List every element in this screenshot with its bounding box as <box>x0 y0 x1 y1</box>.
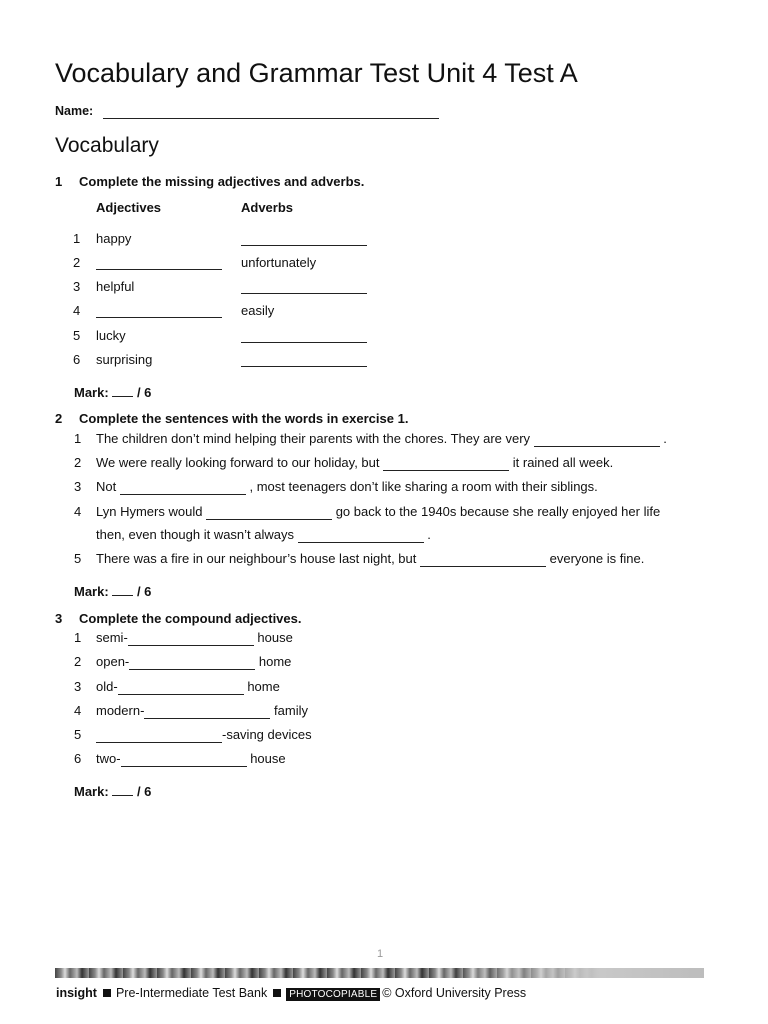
adverb-blank[interactable] <box>241 329 367 343</box>
text-before-blank: We were really looking forward to our holiday, but <box>96 455 380 470</box>
text-after-blank: . <box>663 431 667 446</box>
mark-blank[interactable] <box>112 783 133 796</box>
text-before-blank: There was a fire in our neighbour’s house last night, but <box>96 551 417 566</box>
item-number: 3 <box>74 479 82 494</box>
answer-blank[interactable] <box>128 632 254 646</box>
text-before-blank: modern- <box>96 703 145 718</box>
exercise-3-heading <box>55 611 302 626</box>
answer-blank[interactable] <box>298 529 424 543</box>
mark-label: Mark: <box>74 385 109 400</box>
name-row <box>55 104 439 119</box>
item-number: 4 <box>73 303 81 318</box>
exercise-2-heading <box>55 411 408 426</box>
text-before-blank: two- <box>96 751 121 766</box>
answer-blank[interactable] <box>121 753 247 767</box>
exercise-1-mark <box>74 384 151 400</box>
item-number: 6 <box>73 352 81 367</box>
mark-blank[interactable] <box>112 583 133 596</box>
item-text <box>96 479 598 495</box>
answer-blank[interactable] <box>96 729 222 743</box>
mark-label: Mark: <box>74 784 109 799</box>
item-text <box>96 751 286 767</box>
item-number: 2 <box>73 255 81 270</box>
answer-blank[interactable] <box>383 457 509 471</box>
mark-label: Mark: <box>74 584 109 599</box>
text-before-blank: open- <box>96 654 130 669</box>
item-number: 1 <box>73 231 81 246</box>
item-text <box>96 527 431 543</box>
exercise-3-instruction: Complete the compound adjectives. <box>79 611 302 626</box>
text-before-blank: Not <box>96 479 117 494</box>
adjective-word: helpful <box>96 279 135 294</box>
item-number: 5 <box>74 727 82 742</box>
answer-blank[interactable] <box>144 705 270 719</box>
brand-logo: insight <box>56 986 97 1000</box>
adverb-blank[interactable] <box>241 353 367 367</box>
answer-blank[interactable] <box>120 481 246 495</box>
footer-photo-strip <box>55 968 704 978</box>
exercise-2-instruction: Complete the sentences with the words in exercise 1. <box>79 411 409 426</box>
mark-total: / 6 <box>136 584 152 599</box>
name-label: Name: <box>55 104 94 118</box>
adverb-blank[interactable] <box>241 280 367 294</box>
footer <box>56 986 526 1001</box>
exercise-3-number: 3 <box>55 611 63 626</box>
adjective-word: surprising <box>96 352 153 367</box>
mark-total: / 6 <box>136 784 152 799</box>
item-text <box>96 504 660 520</box>
exercise-1-number: 1 <box>55 174 63 189</box>
footer-copyright: © Oxford University Press <box>382 986 527 1000</box>
item-text <box>96 703 308 719</box>
test-title: Vocabulary and Grammar Test Unit 4 Test A <box>55 58 578 88</box>
photocopiable-badge: PHOTOCOPIABLE <box>286 988 380 1001</box>
name-field[interactable] <box>103 105 439 119</box>
answer-blank[interactable] <box>118 681 244 695</box>
text-after-blank: home <box>258 654 292 669</box>
answer-blank[interactable] <box>420 553 546 567</box>
item-text <box>96 630 293 646</box>
text-after-blank: , most teenagers don’t like sharing a room with their siblings. <box>249 479 598 494</box>
column-header-adjectives: Adjectives <box>96 200 162 215</box>
exercise-3-mark <box>74 783 151 799</box>
text-after-blank: family <box>274 703 308 718</box>
page-number: 1 <box>376 948 384 960</box>
item-number: 4 <box>74 703 82 718</box>
item-text <box>96 654 291 670</box>
adverb-blank[interactable] <box>241 232 367 246</box>
item-number: 5 <box>73 328 81 343</box>
exercise-2-mark <box>74 583 151 599</box>
square-bullet-icon <box>273 989 281 997</box>
answer-blank[interactable] <box>534 433 660 447</box>
item-number: 4 <box>74 504 82 519</box>
text-before-blank: The children don’t mind helping their parents with the chores. They are very <box>96 431 531 446</box>
text-after-blank: it rained all week. <box>512 455 614 470</box>
answer-blank[interactable] <box>129 656 255 670</box>
adjective-blank[interactable] <box>96 304 222 318</box>
item-number: 3 <box>74 679 82 694</box>
item-text <box>96 455 613 471</box>
answer-blank[interactable] <box>206 506 332 520</box>
item-number: 5 <box>74 551 82 566</box>
item-number: 2 <box>74 654 82 669</box>
mark-total: / 6 <box>136 385 152 400</box>
item-number: 1 <box>74 630 82 645</box>
text-before-blank: old- <box>96 679 118 694</box>
column-header-adverbs: Adverbs <box>241 200 294 215</box>
item-number: 1 <box>74 431 82 446</box>
adjective-word: lucky <box>96 328 126 343</box>
text-after-blank: home <box>247 679 280 694</box>
mark-blank[interactable] <box>112 384 133 397</box>
item-number: 6 <box>74 751 82 766</box>
text-before-blank: semi- <box>96 630 128 645</box>
exercise-2-number: 2 <box>55 411 63 426</box>
square-bullet-icon <box>103 989 111 997</box>
adverb-word: unfortunately <box>241 255 317 270</box>
item-text <box>96 431 667 447</box>
text-after-blank: everyone is fine. <box>549 551 645 566</box>
exercise-1-heading <box>55 174 364 189</box>
adjective-word: happy <box>96 231 132 246</box>
item-text <box>96 679 280 695</box>
item-number: 3 <box>73 279 81 294</box>
adjective-blank[interactable] <box>96 256 222 270</box>
item-text <box>96 727 312 743</box>
item-text <box>96 551 644 567</box>
footer-product: Pre-Intermediate Test Bank <box>115 986 268 1000</box>
text-before-blank: then, even though it wasn’t always <box>96 527 295 542</box>
section-heading: Vocabulary <box>55 134 159 157</box>
text-after-blank: house <box>250 751 286 766</box>
exercise-1-instruction: Complete the missing adjectives and adverbs. <box>79 174 365 189</box>
text-before-blank: Lyn Hymers would <box>96 504 203 519</box>
text-after-blank: . <box>427 527 431 542</box>
text-after-blank: -saving devices <box>222 727 312 742</box>
adverb-word: easily <box>241 303 275 318</box>
text-after-blank: house <box>257 630 293 645</box>
item-number: 2 <box>74 455 82 470</box>
text-after-blank: go back to the 1940s because she really enjoyed her life <box>335 504 661 519</box>
